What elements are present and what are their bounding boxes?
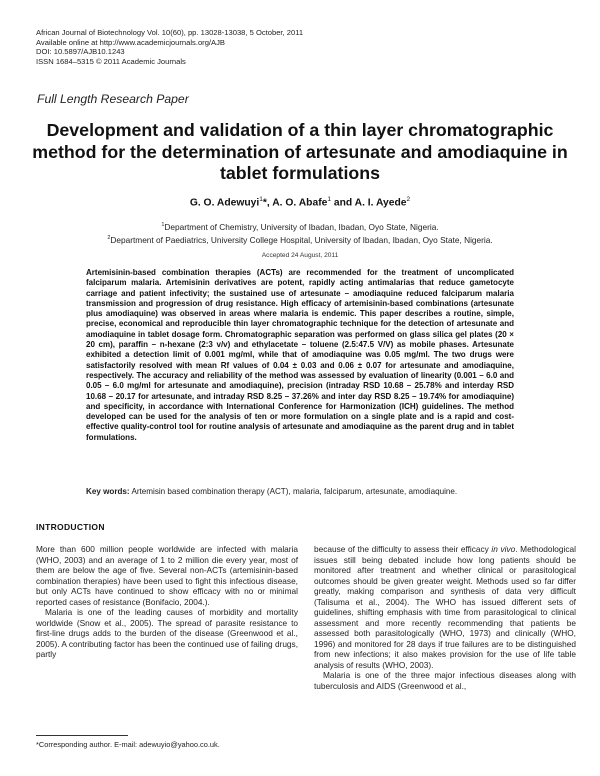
issn: ISSN 1684–5315 © 2011 Academic Journals: [36, 56, 186, 66]
affiliation: [20, 220, 580, 233]
section-heading-introduction: INTRODUCTION: [36, 522, 105, 532]
paper-title: Development and validation of a thin layer chromatographic method for the determination of artesunate and amodiaquine in tablet formulations: [32, 120, 568, 183]
paragraph: [314, 544, 576, 670]
journal-header: [36, 28, 476, 66]
doi: DOI: 10.5897/AJB10.1243: [36, 47, 125, 57]
author-affiliation-mark: 2: [406, 196, 411, 203]
author-separator: ,: [266, 197, 273, 209]
keywords: [86, 487, 566, 496]
author-name: A. I. Ayede: [354, 197, 407, 209]
paragraph: Malaria is one of the three major infectious diseases along with tuberculosis and AIDS (Greenwood et al.,: [314, 670, 576, 691]
left-column: [36, 544, 298, 660]
author-name: A. O. Abafe: [272, 197, 328, 209]
abstract: Artemisinin-based combination therapies (ACTs) are recommended for the treatment of uncomplicated falciparum malaria. Artemisinin derivatives are potent, rapidly acting antimalarias that reduce gametocyte carriage and patient infectivity; the sustained use of artesunate – amodiaquine reduced falciparum malaria transmission and progression of drug resistance. High efficacy of artemisinin-based combinations (artesunate plus amodiaquine) was observed in areas where malaria is endemic. This paper describes a routine, simple, precise, economical and reproducible thin layer chromatographic technique for the detection of artesunate and amodiaquine in tablet dosage form. Chromatographic separation was performed on glass silica gel plates (20 × 20 cm), paraffin – n-hexane (2:3 v/v) and ethylacetate – toluene (2.5:47.5 V/V) as mobile phases. Artesunate exhibited a detection limit of 0.001 mg/ml, while that of amodiaquine was 0.05 mg/ml. The two drugs were satisfactorily resolved with mean Rf values of 0.04 ± 0.03 and 0.06 ± 0.07 for artesunate and amodiaquine, respectively. The accuracy and reliability of the method was assessed by evaluation of linearity (0.001 – 6.0 and 0.05 – 6.0 mg/ml for artesunate and amodiaquine), precision (intraday RSD 10.68 – 25.78% and interday RSD 10.68 – 20.17 for artesunate, and intraday RSD 8.25 – 37.26% and inter day RSD 8.25 – 19.74% for amodiaquine) and specificity, in accordance with International Conference for Harmonization (ICH) guidelines. The method developed can be used for the analysis of ten or more formulation on a single plate and is a rapid and cost-effective quality-control tool for routine analysis of artesunate and amodiaquine as the parent drug and in tablet formulations.: [86, 268, 514, 442]
right-column: [314, 544, 576, 691]
author-affiliation-mark: 1: [259, 196, 263, 203]
author-affiliation-mark: 1: [327, 196, 331, 203]
affiliation-text: Department of Paediatrics, University College Hospital, University of Ibadan, Ibadan, Oyo State, Nigeria.: [110, 234, 493, 245]
paper-type: Full Length Research Paper: [37, 92, 189, 106]
affiliation-text: Department of Chemistry, University of Ibadan, Ibadan, Oyo State, Nigeria.: [164, 221, 439, 232]
journal-availability: Available online at http://www.academicjournals.org/AJB: [36, 37, 225, 47]
affiliations: [20, 220, 580, 246]
italic-term: in vivo: [491, 544, 516, 554]
corresponding-author-footnote: *Corresponding author. E-mail: adewuyio@yahoo.co.uk.: [36, 740, 220, 749]
footnote-divider: [36, 735, 128, 736]
author-separator: and: [330, 197, 355, 209]
accepted-date: Accepted 24 August, 2011: [261, 252, 339, 259]
keywords-label: Key words:: [86, 487, 130, 496]
affiliation: [20, 233, 580, 246]
paragraph: Malaria is one of the leading causes of morbidity and mortality worldwide (Snow et al., 2005). The spread of parasite resistance to first-line drugs adds to the burden of the disease (Greenwood et al., 2005). A contributing factor has been the continued use of failing drugs, partly: [36, 607, 298, 659]
keywords-text: Artemisin based combination therapy (ACT), malaria, falciparum, artesunate, amodiaquine.: [131, 487, 458, 496]
journal-citation: African Journal of Biotechnology Vol. 10(60), pp. 13028-13038, 5 October, 2011: [36, 28, 304, 37]
author-name: G. O. Adewuyi: [189, 197, 260, 209]
affiliation-number: 2: [107, 234, 111, 241]
affiliation-number: 1: [161, 222, 165, 228]
corresponding-mark: *: [262, 197, 267, 209]
paragraph-text: because of the difficulty to assess their efficacy: [314, 544, 492, 554]
paragraph: More than 600 million people worldwide are infected with malaria (WHO, 2003) and an average of 1 to 2 million die every year, most of them are below the age of five. Several non-ACTs (artemisinin-based combination therapies) have been used to fight this infectious disease, but only ACTs have continued to show efficacy with no or minimal reported cases of resistance (Bonifacio, 2004.).: [36, 544, 298, 607]
paragraph-text: . Methodological issues still being debated include how long patients should be monitored after treatment and whether clinical or parasitological outcomes should be given greater weight. Methods used so far differ greatly, making comparison and synthesis of data very difficult (Talisuma et al., 2004). The WHO has issued different sets of guidelines, shifting emphasis with time from parasitological to clinical assessment and more recently recommending that patients be assessed both parasitologically (WHO, 1973) and clinically (WHO, 1996) and monitored for 28 days if true failures are to be distinguished from new infections; it also makes provision for the use of life table analysis of results (WHO, 2003).: [314, 544, 576, 670]
author-list: [20, 196, 580, 208]
